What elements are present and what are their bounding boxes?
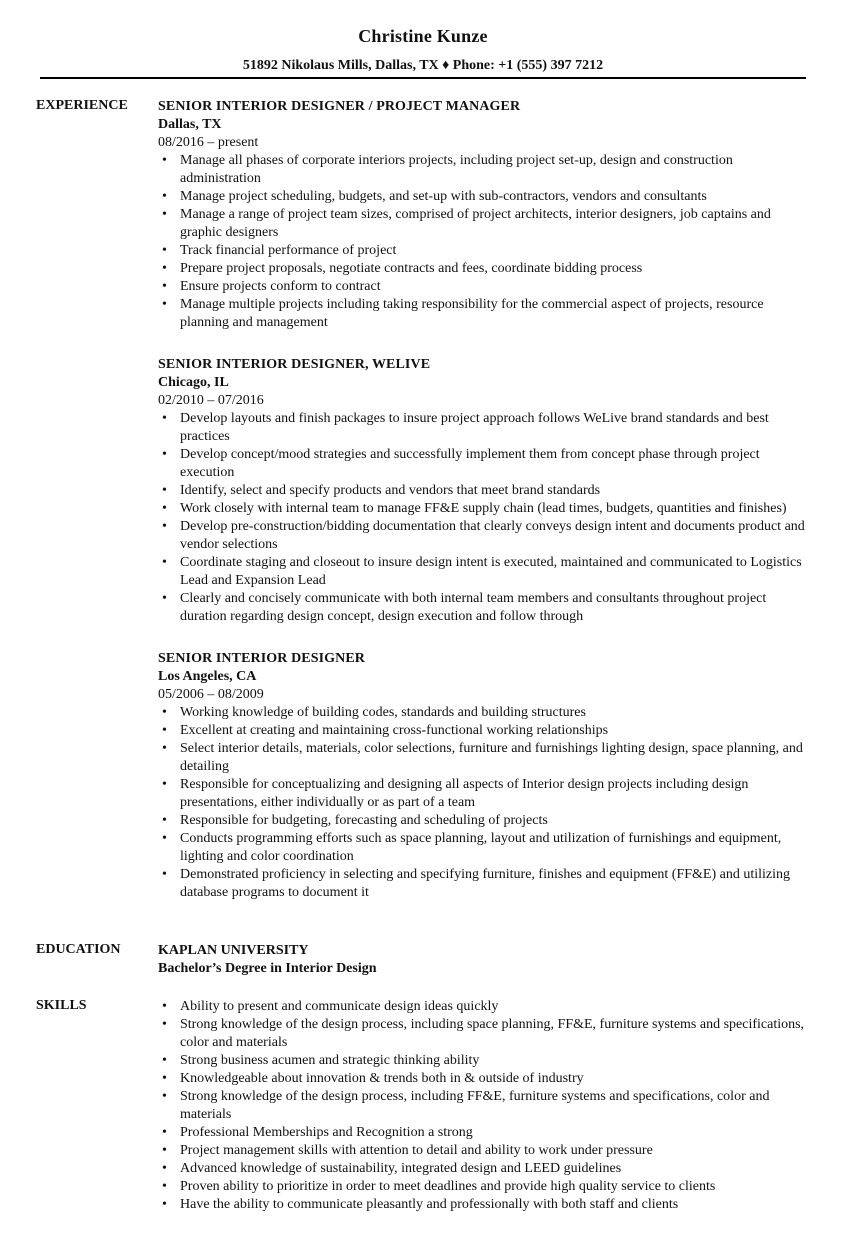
job-bullets xyxy=(158,704,814,902)
list-item: • Strong knowledge of the design process, including space planning, FF&E, furniture systems and specifications, color and materials xyxy=(158,1016,814,1052)
list-item: • Identify, select and specify products and vendors that meet brand standards xyxy=(158,482,814,500)
list-item: • Develop layouts and finish packages to insure project approach follows WeLive brand standards and best practices xyxy=(158,410,814,446)
list-item: • Proven ability to prioritize in order to meet deadlines and provide high quality service to clients xyxy=(158,1178,814,1196)
job-entry xyxy=(158,98,814,332)
list-item: • Manage a range of project team sizes, comprised of project architects, interior designers, job captains and graphic designers xyxy=(158,206,814,242)
list-item: • Manage project scheduling, budgets, and set-up with sub-contractors, vendors and consultants xyxy=(158,188,814,206)
list-item: • Demonstrated proficiency in selecting and specifying furniture, finishes and equipment (FF&E) and utilizing database programs to document it xyxy=(158,866,814,902)
skills-body xyxy=(158,998,814,1214)
job-dates: 05/2006 – 08/2009 xyxy=(158,687,264,702)
job-location: Chicago, IL xyxy=(158,375,229,390)
job-location: Los Angeles, CA xyxy=(158,669,257,684)
job-title: SENIOR INTERIOR DESIGNER xyxy=(158,651,366,666)
list-item: • Manage multiple projects including taking responsibility for the commercial aspect of projects, resource planning and management xyxy=(158,296,814,332)
education-heading: EDUCATION xyxy=(36,942,121,957)
list-item: • Ability to present and communicate design ideas quickly xyxy=(158,998,814,1016)
experience-heading: EXPERIENCE xyxy=(36,98,128,113)
list-item: • Have the ability to communicate pleasantly and professionally with both staff and clients xyxy=(158,1196,814,1214)
list-item: • Project management skills with attention to detail and ability to work under pressure xyxy=(158,1142,814,1160)
job-entry xyxy=(158,356,814,626)
list-item: • Advanced knowledge of sustainability, integrated design and LEED guidelines xyxy=(158,1160,814,1178)
job-bullets xyxy=(158,410,814,626)
list-item: • Strong business acumen and strategic thinking ability xyxy=(158,1052,814,1070)
job-title: SENIOR INTERIOR DESIGNER / PROJECT MANAGER xyxy=(158,99,521,114)
job-entry xyxy=(158,650,814,902)
experience-body xyxy=(158,98,814,926)
job-dates: 08/2016 – present xyxy=(158,135,259,150)
list-item: • Knowledgeable about innovation & trends both in & outside of industry xyxy=(158,1070,814,1088)
list-item: • Strong knowledge of the design process, including FF&E, furniture systems and specifications, color and materials xyxy=(158,1088,814,1124)
contact-line: 51892 Nikolaus Mills, Dallas, TX ♦ Phone: +1 (555) 397 7212 xyxy=(242,58,604,73)
skills-heading: SKILLS xyxy=(36,998,87,1013)
school-name: KAPLAN UNIVERSITY xyxy=(158,943,309,958)
list-item: • Manage all phases of corporate interiors projects, including project set-up, design and construction administration xyxy=(158,152,814,188)
list-item: • Work closely with internal team to manage FF&E supply chain (lead times, budgets, quantities and finishes) xyxy=(158,500,814,518)
list-item: • Working knowledge of building codes, standards and building structures xyxy=(158,704,814,722)
list-item: • Select interior details, materials, color selections, furniture and furnishings lighting design, space planning, and detailing xyxy=(158,740,814,776)
list-item: • Track financial performance of project xyxy=(158,242,814,260)
list-item: • Develop pre-construction/bidding documentation that clearly conveys design intent and documents product and vendor selections xyxy=(158,518,814,554)
job-location: Dallas, TX xyxy=(158,117,222,132)
list-item: • Conducts programming efforts such as space planning, layout and utilization of furnishings and equipment, lighting and color coordination xyxy=(158,830,814,866)
skills-list xyxy=(158,998,814,1214)
list-item: • Responsible for budgeting, forecasting and scheduling of projects xyxy=(158,812,814,830)
list-item: • Excellent at creating and maintaining cross-functional working relationships xyxy=(158,722,814,740)
list-item: • Prepare project proposals, negotiate contracts and fees, coordinate bidding process xyxy=(158,260,814,278)
candidate-name: Christine Kunze xyxy=(358,26,488,46)
degree-name: Bachelor’s Degree in Interior Design xyxy=(158,961,377,976)
job-dates: 02/2010 – 07/2016 xyxy=(158,393,264,408)
list-item: • Clearly and concisely communicate with both internal team members and consultants throughout project duration regarding design concept, design execution and follow through xyxy=(158,590,814,626)
list-item: • Professional Memberships and Recognition a strong xyxy=(158,1124,814,1142)
job-bullets xyxy=(158,152,814,332)
list-item: • Develop concept/mood strategies and successfully implement them from concept phase through project execution xyxy=(158,446,814,482)
header-divider xyxy=(40,77,806,79)
list-item: • Ensure projects conform to contract xyxy=(158,278,814,296)
list-item: • Responsible for conceptualizing and designing all aspects of Interior design projects including design presentations, either individually or as part of a team xyxy=(158,776,814,812)
education-body xyxy=(158,942,814,978)
list-item: • Coordinate staging and closeout to insure design intent is executed, maintained and communicated to Logistics Lead and Expansion Lead xyxy=(158,554,814,590)
job-title: SENIOR INTERIOR DESIGNER, WELIVE xyxy=(158,357,431,372)
